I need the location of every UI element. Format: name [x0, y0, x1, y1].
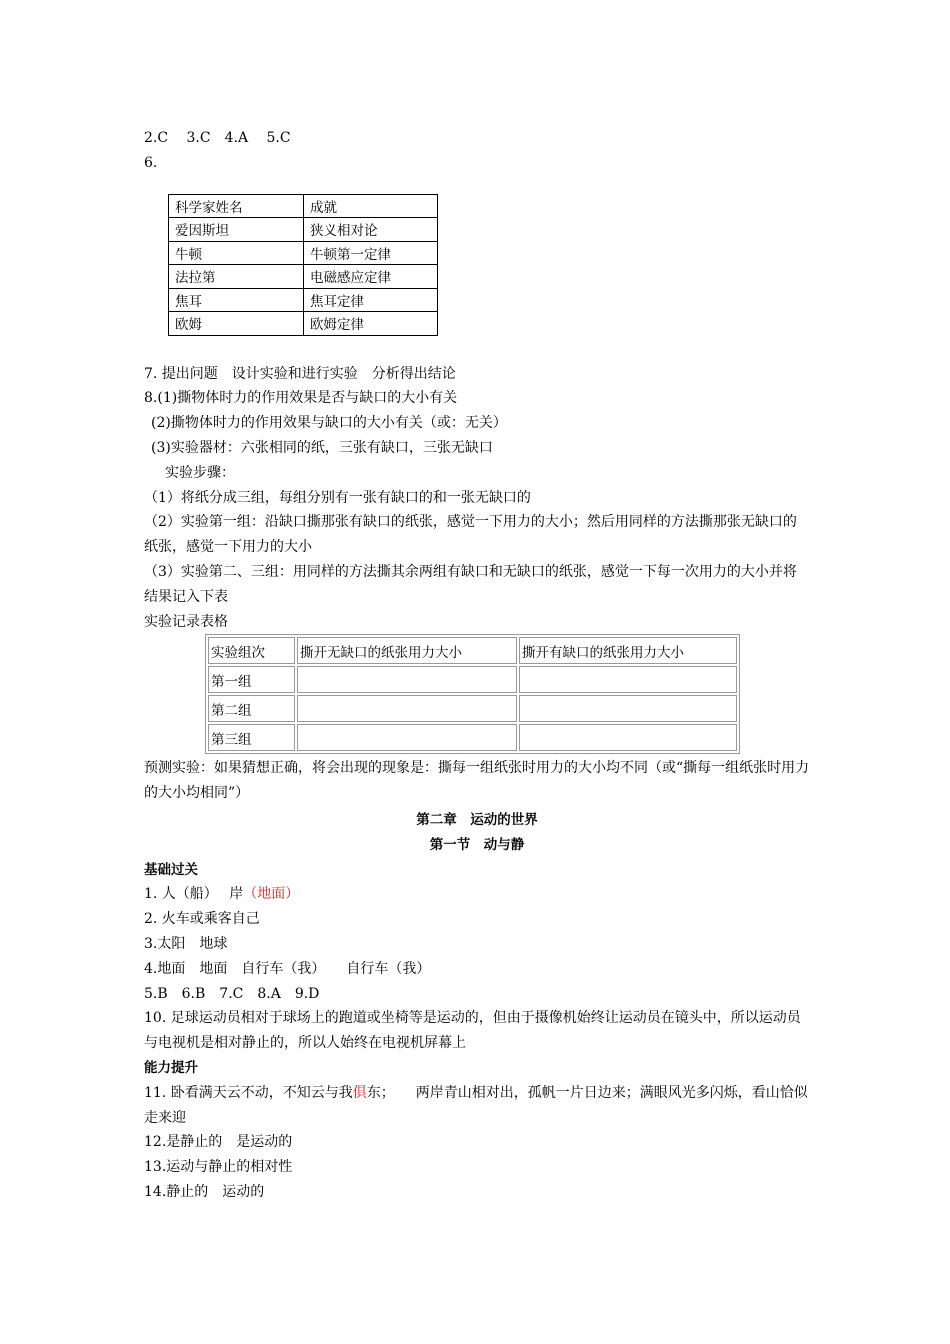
table-row: [169, 241, 438, 265]
table-row: [169, 194, 438, 218]
basic-3: 3.太阳 地球: [144, 935, 228, 952]
ability-12: 12.是静止的 是运动的: [144, 1134, 293, 1151]
ability-13: 13.运动与静止的相对性: [144, 1159, 293, 1176]
table-cell-empty: [519, 695, 737, 722]
table-row: [208, 637, 737, 664]
ability-heading: 能力提升: [144, 1059, 198, 1076]
table-cell: 爱因斯坦: [169, 218, 304, 242]
basic-1: [144, 882, 810, 907]
table-header-cell: 科学家姓名: [169, 194, 304, 218]
table-cell: 第二组: [208, 695, 295, 722]
table-header-cell: 实验组次: [208, 637, 295, 664]
basic-5-9: 5.B 6.B 7.C 8.A 9.D: [144, 985, 320, 1002]
table-cell-empty: [297, 666, 517, 693]
table-row: [208, 666, 737, 693]
ability-11: [144, 1081, 810, 1131]
basic-heading: 基础过关: [144, 861, 198, 878]
steps-heading: 实验步骤：: [165, 464, 235, 481]
table-cell: 欧姆定律: [304, 312, 438, 336]
ability-11-text-c: 东； 两岸青山相对出，孤帆一片日边来；满眼风光多闪烁，看山恰似走来迎: [144, 1084, 808, 1126]
table-cell-empty: [297, 695, 517, 722]
basic-4: 4.地面 地面 自行车（我） 自行车（我）: [144, 960, 431, 977]
table-cell: 焦耳: [169, 288, 304, 312]
answer-8-3: (3)实验器材：六张相同的纸，三张有缺口，三张无缺口: [151, 439, 493, 456]
answer-line-2-5: 2.C 3.C 4.A 5.C: [144, 130, 291, 146]
table-cell: 牛顿: [169, 241, 304, 265]
table-cell-empty: [519, 666, 737, 693]
table-row: [169, 288, 438, 312]
basic-1-text: 1. 人（船） 岸: [144, 886, 244, 903]
table-header-cell: 撕开无缺口的纸张用力大小: [297, 637, 517, 664]
answer-7: 7. 提出问题 设计实验和进行实验 分析得出结论: [144, 365, 456, 382]
table-cell: 焦耳定律: [304, 288, 438, 312]
step-1: （1）将纸分成三组，每组分别有一张有缺口的和一张无缺口的: [144, 489, 531, 506]
table-cell: 电磁感应定律: [304, 265, 438, 289]
table-cell: 第一组: [208, 666, 295, 693]
table-row: [208, 724, 737, 751]
answer-line-6: 6.: [144, 154, 158, 171]
prediction: 预测实验：如果猜想正确，将会出现的现象是：撕每一组纸张时用力的大小均不同（或“撕每一组纸张时用力的大小均相同”）: [144, 760, 810, 802]
answer-8-2: (2)撕物体时力的作用效果与缺口的大小有关（或：无关）: [151, 415, 507, 432]
table-cell: 法拉第: [169, 265, 304, 289]
table-row: [169, 312, 438, 336]
table-cell: 欧姆: [169, 312, 304, 336]
table-cell-empty: [519, 724, 737, 751]
step-2: （2）实验第一组：沿缺口撕那张有缺口的纸张，感觉一下用力的大小；然后用同样的方法撕那张无缺口的纸张，感觉一下用力的大小: [144, 514, 797, 556]
step-3: （3）实验第二、三组：用同样的方法撕其余两组有缺口和无缺口的纸张，感觉一下每一次用力的大小并将结果记入下表: [144, 563, 797, 605]
basic-10: 10. 足球运动员相对于球场上的跑道或坐椅等是运动的，但由于摄像机始终让运动员在镜头中，所以运动员与电视机是相对静止的，所以人始终在电视机屏幕上: [144, 1010, 801, 1052]
table-cell: 第三组: [208, 724, 295, 751]
table-cell: 狭义相对论: [304, 218, 438, 242]
table-header-cell: 撕开有缺口的纸张用力大小: [519, 637, 737, 664]
table-row: [169, 265, 438, 289]
scientist-table: [168, 194, 438, 336]
table-header-cell: 成就: [304, 194, 438, 218]
ability-11-highlight: 俱: [352, 1084, 367, 1101]
table-cell: 牛顿第一定律: [304, 241, 438, 265]
answer-8-1: 8.(1)撕物体时力的作用效果是否与缺口的大小有关: [144, 390, 458, 407]
section-title: 第一节 动与静: [429, 836, 525, 853]
chapter-title: 第二章 运动的世界: [416, 811, 538, 828]
record-table-title: 实验记录表格: [144, 613, 228, 630]
table-row: [208, 695, 737, 722]
record-table: [205, 634, 740, 754]
document-page: [144, 126, 810, 1205]
ability-11-text-a: 11. 卧看满天云不动，不知云与我: [144, 1084, 353, 1101]
basic-1-highlight: （地面）: [243, 886, 300, 903]
ability-14: 14.静止的 运动的: [144, 1183, 265, 1200]
table-row: [169, 218, 438, 242]
basic-2: 2. 火车或乘客自己: [144, 911, 260, 928]
table-cell-empty: [297, 724, 517, 751]
